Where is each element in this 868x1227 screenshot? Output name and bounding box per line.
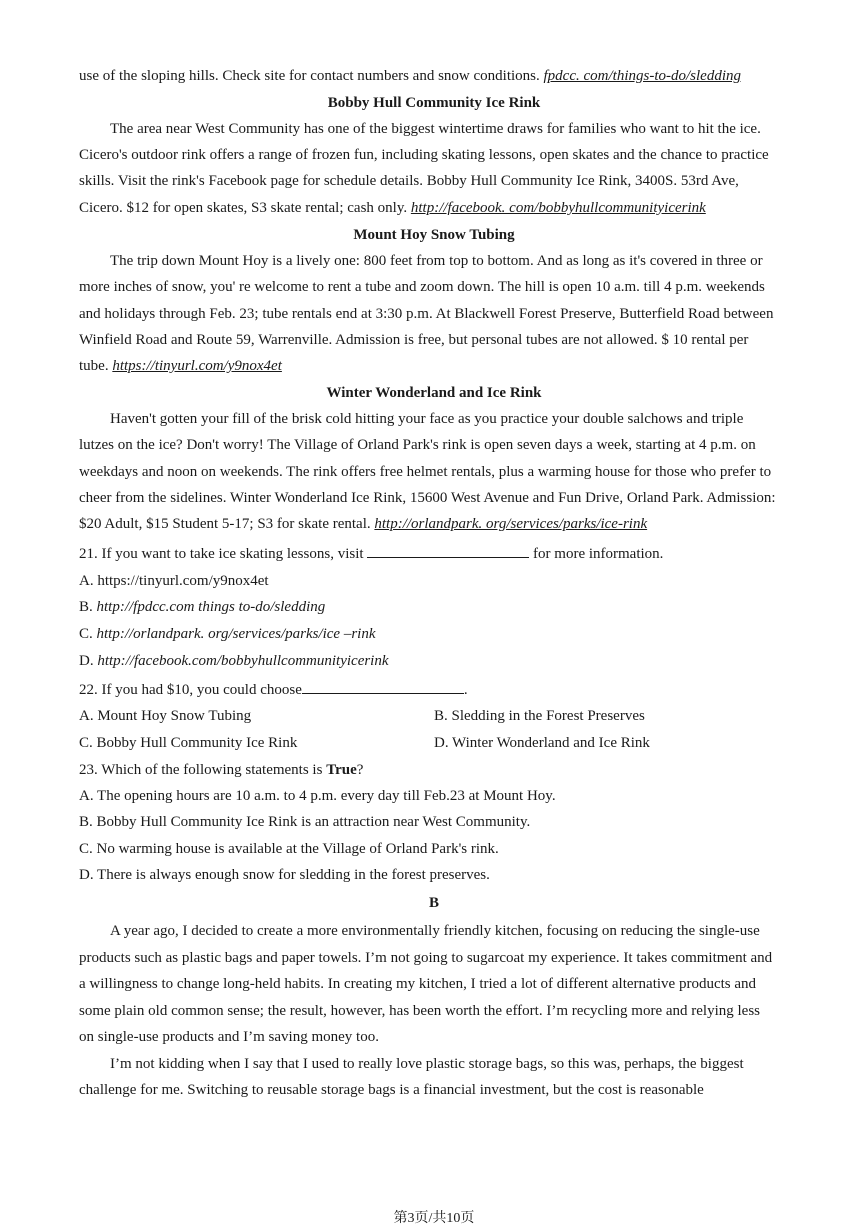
passage-line: some plain old common sense; the result, however, has been worth the effort. I’m recycling more and relying less [79,1003,761,1019]
passage-line [79,357,282,375]
passage-line: The trip down Mount Hoy is a lively one: 800 feet from top to bottom. And as long as it's covered in three or [110,253,763,269]
question-22-option-a[interactable]: A. Mount Hoy Snow Tubing [79,708,252,724]
question-22-option-d[interactable]: D. Winter Wonderland and Ice Rink [434,735,650,751]
passage-line: Haven't gotten your fill of the brisk cold hitting your face as you practice your double salchows and triple [110,411,744,427]
passage-line: Winfield Road and Route 59, Warrenville. Admission is free, but personal tubes are not allowed. $ 10 rental per [79,332,749,348]
question-23-stem: 23. Which of the following statements is True? [79,762,364,778]
sledding-link[interactable]: fpdcc. com/things-to-do/sledding [543,68,741,84]
question-22-option-c[interactable]: C. Bobby Hull Community Ice Rink [79,735,298,751]
passage-line: A year ago, I decided to create a more environmentally friendly kitchen, focusing on reducing the single-use [110,923,760,939]
facebook-link[interactable]: http://facebook. com/bobbyhullcommunityicerink [410,200,706,216]
tinyurl-link[interactable]: https://tinyurl.com/y9nox4et [112,358,282,374]
passage-line: lutzes on the ice? Don't worry! The Village of Orland Park's rink is open seven days a week, starting at 4 p.m. on [79,437,756,453]
question-22-option-b[interactable]: B. Sledding in the Forest Preserves [434,708,645,724]
passage-line: The area near West Community has one of the biggest wintertime draws for families who want to hit the ice. [110,121,761,137]
question-23-option-c[interactable]: C. No warming house is available at the Village of Orland Park's rink. [79,841,499,857]
question-21-option-c[interactable]: C. http://orlandpark. org/services/parks/ice –rink [79,626,376,642]
question-23-option-b[interactable]: B. Bobby Hull Community Ice Rink is an attraction near West Community. [79,814,531,830]
question-23-option-a[interactable]: A. The opening hours are 10 a.m. to 4 p.m. every day till Feb.23 at Mount Hoy. [79,788,556,804]
section-heading-winter-wonderland: Winter Wonderland and Ice Rink [326,385,542,401]
passage-line [79,515,647,533]
question-21-stem: 21. If you want to take ice skating lessons, visit for more information. [79,543,663,563]
orlandpark-link[interactable]: http://orlandpark. org/services/parks/ice-rink [374,516,648,532]
section-heading-bobby-hull: Bobby Hull Community Ice Rink [327,95,541,111]
passage-line [79,67,741,85]
question-21-option-b[interactable]: B. http://fpdcc.com things to-do/sledding [79,599,326,615]
passage-line: on single-use products and I’m saving money too. [79,1029,379,1045]
passage-text: use of the sloping hills. Check site for contact numbers and snow conditions. [79,68,544,84]
passage-line: and holidays through Feb. 23; tube rentals end at 3:30 p.m. At Blackwell Forest Preserve, Butterfield Road between [79,306,774,322]
passage-line: weekdays and noon on weekends. The rink offers free helmet rentals, plus a warming house for those who prefer to [79,464,772,480]
question-21-option-d[interactable]: D. http://facebook.com/bobbyhullcommunityicerink [79,653,389,669]
question-21-option-a[interactable]: A. https://tinyurl.com/y9nox4et [79,573,269,589]
passage-line: skills. Visit the rink's Facebook page for schedule details. Bobby Hull Community Ice Rink, 3400S. 53rd Ave, [79,173,739,189]
passage-line: challenge for me. Switching to reusable storage bags is a financial investment, but the cost is reasonable [79,1082,704,1098]
passage-line: I’m not kidding when I say that I used to really love plastic storage bags, so this was, perhaps, the biggest [110,1056,744,1072]
passage-text: $20 Adult, $15 Student 5-17; S3 for skate rental. [79,516,375,532]
passage-line: cheer from the sidelines. Winter Wonderland Ice Rink, 15600 West Avenue and Fun Drive, Orland Park. Admission: [79,490,776,506]
passage-line [79,199,706,217]
passage-line: products such as plastic bags and paper towels. I’m not going to sugarcoat my experience. It takes commitment and [79,950,773,966]
answer-blank[interactable] [302,679,464,694]
question-23-option-d[interactable]: D. There is always enough snow for sledding in the forest preserves. [79,867,490,883]
answer-blank[interactable] [367,543,529,558]
passage-text: tube. [79,358,113,374]
question-22-stem: 22. If you had $10, you could choose . [79,679,468,699]
section-b-heading: B [428,895,439,911]
section-heading-mount-hoy: Mount Hoy Snow Tubing [353,227,515,243]
passage-line: Cicero's outdoor rink offers a range of frozen fun, including skating lessons, open skates and the chance to practice [79,147,769,163]
passage-line: a willingness to change long-held habits. In creating my kitchen, I tried a lot of different alternative products and [79,976,757,992]
page-number-footer: 第3页/共10页 [393,1211,475,1226]
passage-line: more inches of snow, you' re welcome to rent a tube and zoom down. The hill is open 10 a.m. till 4 p.m. weekends [79,279,765,295]
passage-text: Cicero. $12 for open skates, S3 skate rental; cash only. [79,200,411,216]
